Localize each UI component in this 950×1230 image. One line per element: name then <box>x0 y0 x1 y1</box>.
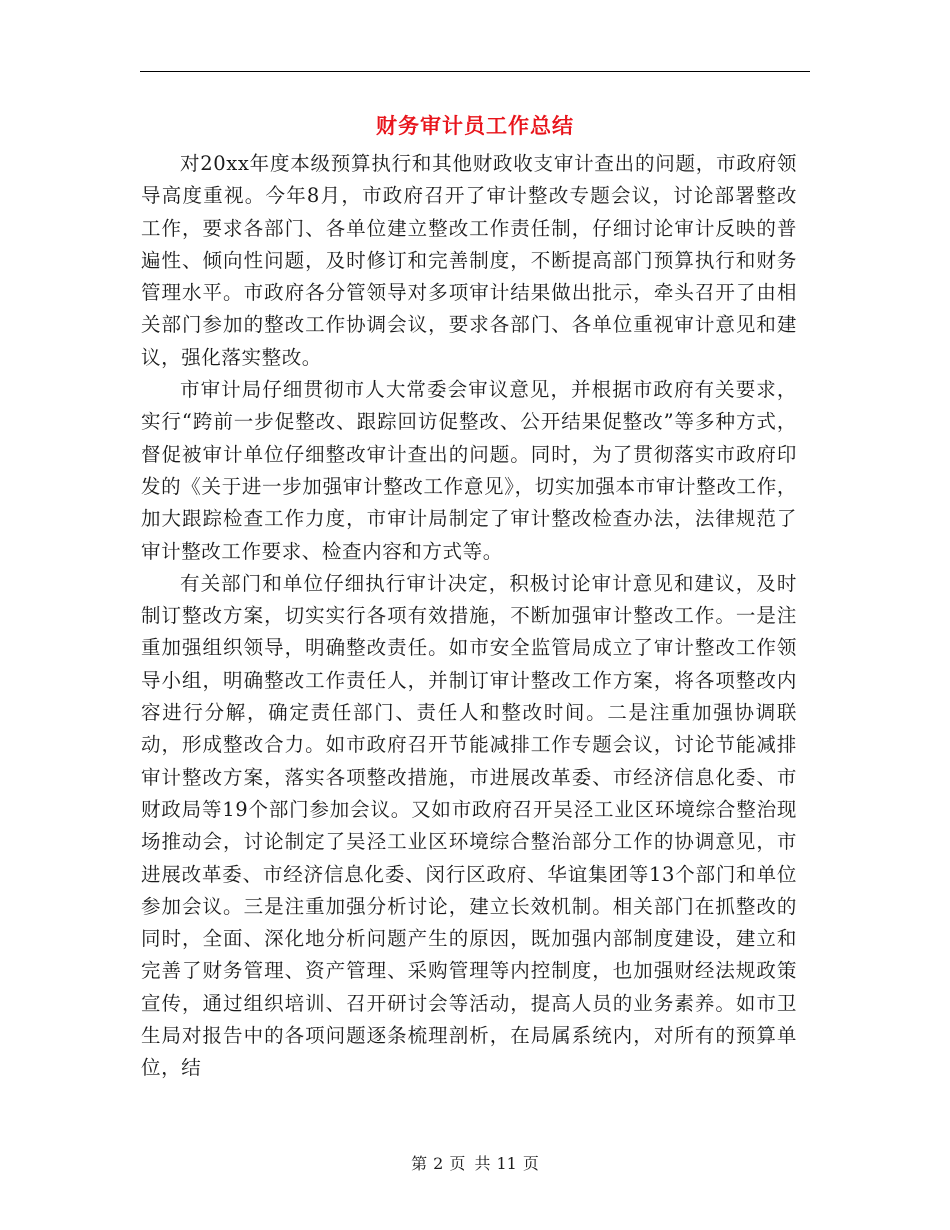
paragraph-3: 有关部门和单位仔细执行审计决定，积极讨论审计意见和建议，及时制订整改方案，切实实行各项有效措施，不断加强审计整改工作。一是注重加强组织领导，明确整改责任。如市安全监管局成立了审计整改工作领导小组，明确整改工作责任人，并制订审计整改工作方案，将各项整改内容进行分解，确定责任部门、责任人和整改时间。二是注重加强协调联动，形成整改合力。如市政府召开节能减排工作专题会议，讨论节能减排审计整改方案，落实各项整改措施，市进展改革委、市经济信息化委、市财政局等19个部门参加会议。又如市政府召开吴泾工业区环境综合整治现场推动会，讨论制定了吴泾工业区环境综合整治部分工作的协调意见，市进展改革委、市经济信息化委、闵行区政府、华谊集团等13个部门和单位参加会议。三是注重加强分析讨论，建立长效机制。相关部门在抓整改的同时，全面、深化地分析问题产生的原因，既加强内部制度建设，建立和完善了财务管理、资产管理、采购管理等内控制度，也加强财经法规政策宣传，通过组织培训、召开研讨会等活动，提高人员的业务素养。如市卫生局对报告中的各项问题逐条梳理剖析，在局属系统内，对所有的预算单位，结 <box>141 571 797 1080</box>
paragraph-1: 对20xx年度本级预算执行和其他财政收支审计查出的问题，市政府领导高度重视。今年8月，市政府召开了审计整改专题会议，讨论部署整改工作，要求各部门、各单位建立整改工作责任制，仔细讨论审计反映的普遍性、倾向性问题，及时修订和完善制度，不断提高部门预算执行和财务管理水平。市政府各分管领导对多项审计结果做出批示，牵头召开了由相关部门参加的整改工作协调会议，要求各部门、各单位重视审计意见和建议，强化落实整改。 <box>141 152 797 369</box>
footer-prefix: 第 <box>411 1154 428 1173</box>
footer-middle: 页 共 <box>449 1154 491 1173</box>
page-footer <box>140 1152 810 1176</box>
footer-page-number: 2 <box>433 1154 444 1173</box>
document-title: 财务审计员工作总结 <box>376 113 574 138</box>
footer-total-pages: 11 <box>496 1154 517 1173</box>
document-body <box>141 148 797 1085</box>
paragraph-2: 市审计局仔细贯彻市人大常委会审议意见，并根据市政府有关要求，实行“跨前一步促整改、跟踪回访促整改、公开结果促整改”等多种方式，督促被审计单位仔细整改审计查出的问题。同时，为了贯彻落实市政府印发的《关于进一步加强审计整改工作意见》，切实加强本市审计整改工作，加大跟踪检查工作力度，市审计局制定了审计整改检查办法，法律规范了审计整改工作要求、检查内容和方式等。 <box>141 378 797 563</box>
footer-suffix: 页 <box>522 1154 539 1173</box>
header-rule <box>140 71 810 72</box>
